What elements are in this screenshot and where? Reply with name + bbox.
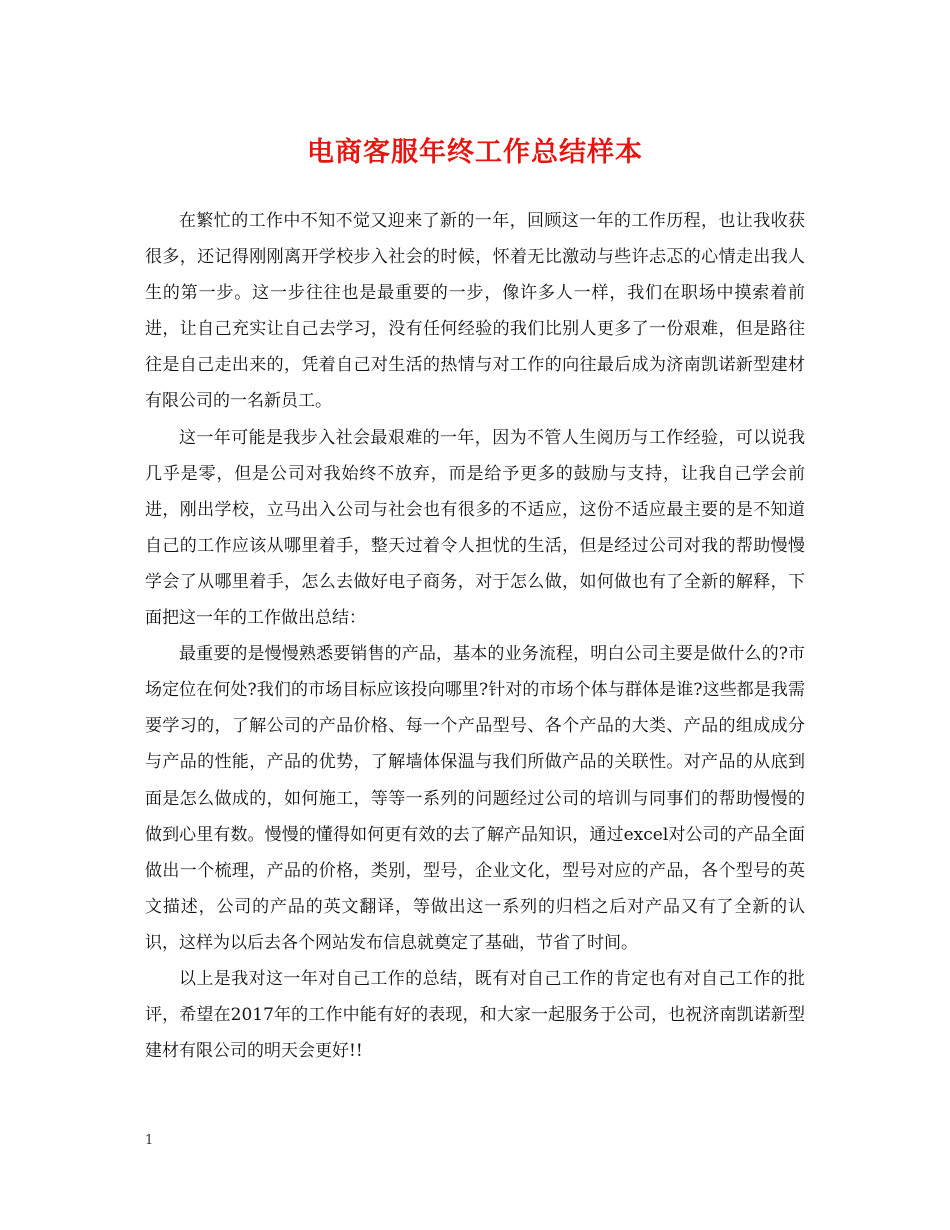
- paragraph-1: 在繁忙的工作中不知不觉又迎来了新的一年，回顾这一年的工作历程，也让我收获很多，还记得刚刚离开学校步入社会的时候，怀着无比激动与些许忐忑的心情走出我人生的第一步。这一步往往也是最重要的一步，像许多人一样，我们在职场中摸索着前进，让自己充实让自己去学习，没有任何经验的我们比别人更多了一份艰难，但是路往往是自己走出来的，凭着自己对生活的热情与对工作的向往最后成为济南凯诺新型建材有限公司的一名新员工。: [145, 211, 805, 412]
- paragraph-3: 最重要的是慢慢熟悉要销售的产品，基本的业务流程，明白公司主要是做什么的?市场定位在何处?我们的市场目标应该投向哪里?针对的市场个体与群体是谁?这些都是我需要学习的，了解公司的产品价格、每一个产品型号、各个产品的大类、产品的组成成分与产品的性能，产品的优势，了解墙体保温与我们所做产品的关联性。对产品的从底到面是怎么做成的，如何施工，等等一系列的问题经过公司的培训与同事们的帮助慢慢的做到心里有数。慢慢的懂得如何更有效的去了解产品知识，通过excel对公司的产品全面做出一个梳理，产品的价格，类别，型号，企业文化，型号对应的产品，各个型号的英文描述，公司的产品的英文翻译，等做出这一系列的归档之后对产品又有了全新的认识，这样为以后去各个网站发布信息就奠定了基础，节省了时间。: [145, 644, 805, 953]
- paragraph-2: 这一年可能是我步入社会最艰难的一年，因为不管人生阅历与工作经验，可以说我几乎是零，但是公司对我始终不放弃，而是给予更多的鼓励与支持，让我自己学会前进，刚出学校，立马出入公司与社会也有很多的不适应，这份不适应最主要的是不知道自己的工作应该从哪里着手，整天过着令人担忧的生活，但是经过公司对我的帮助慢慢学会了从哪里着手，怎么去做好电子商务，对于怎么做，如何做也有了全新的解释，下面把这一年的工作做出总结：: [145, 427, 805, 629]
- page-number: 1: [145, 1133, 154, 1148]
- document-title: 电商客服年终工作总结样本: [307, 137, 643, 168]
- paragraph-4: 以上是我对这一年对自己工作的总结，既有对自己工作的肯定也有对自己工作的批评，希望在2017年的工作中能有好的表现，和大家一起服务于公司，也祝济南凯诺新型建材有限公司的明天会更好!!: [145, 968, 805, 1062]
- document-body: [145, 203, 805, 1069]
